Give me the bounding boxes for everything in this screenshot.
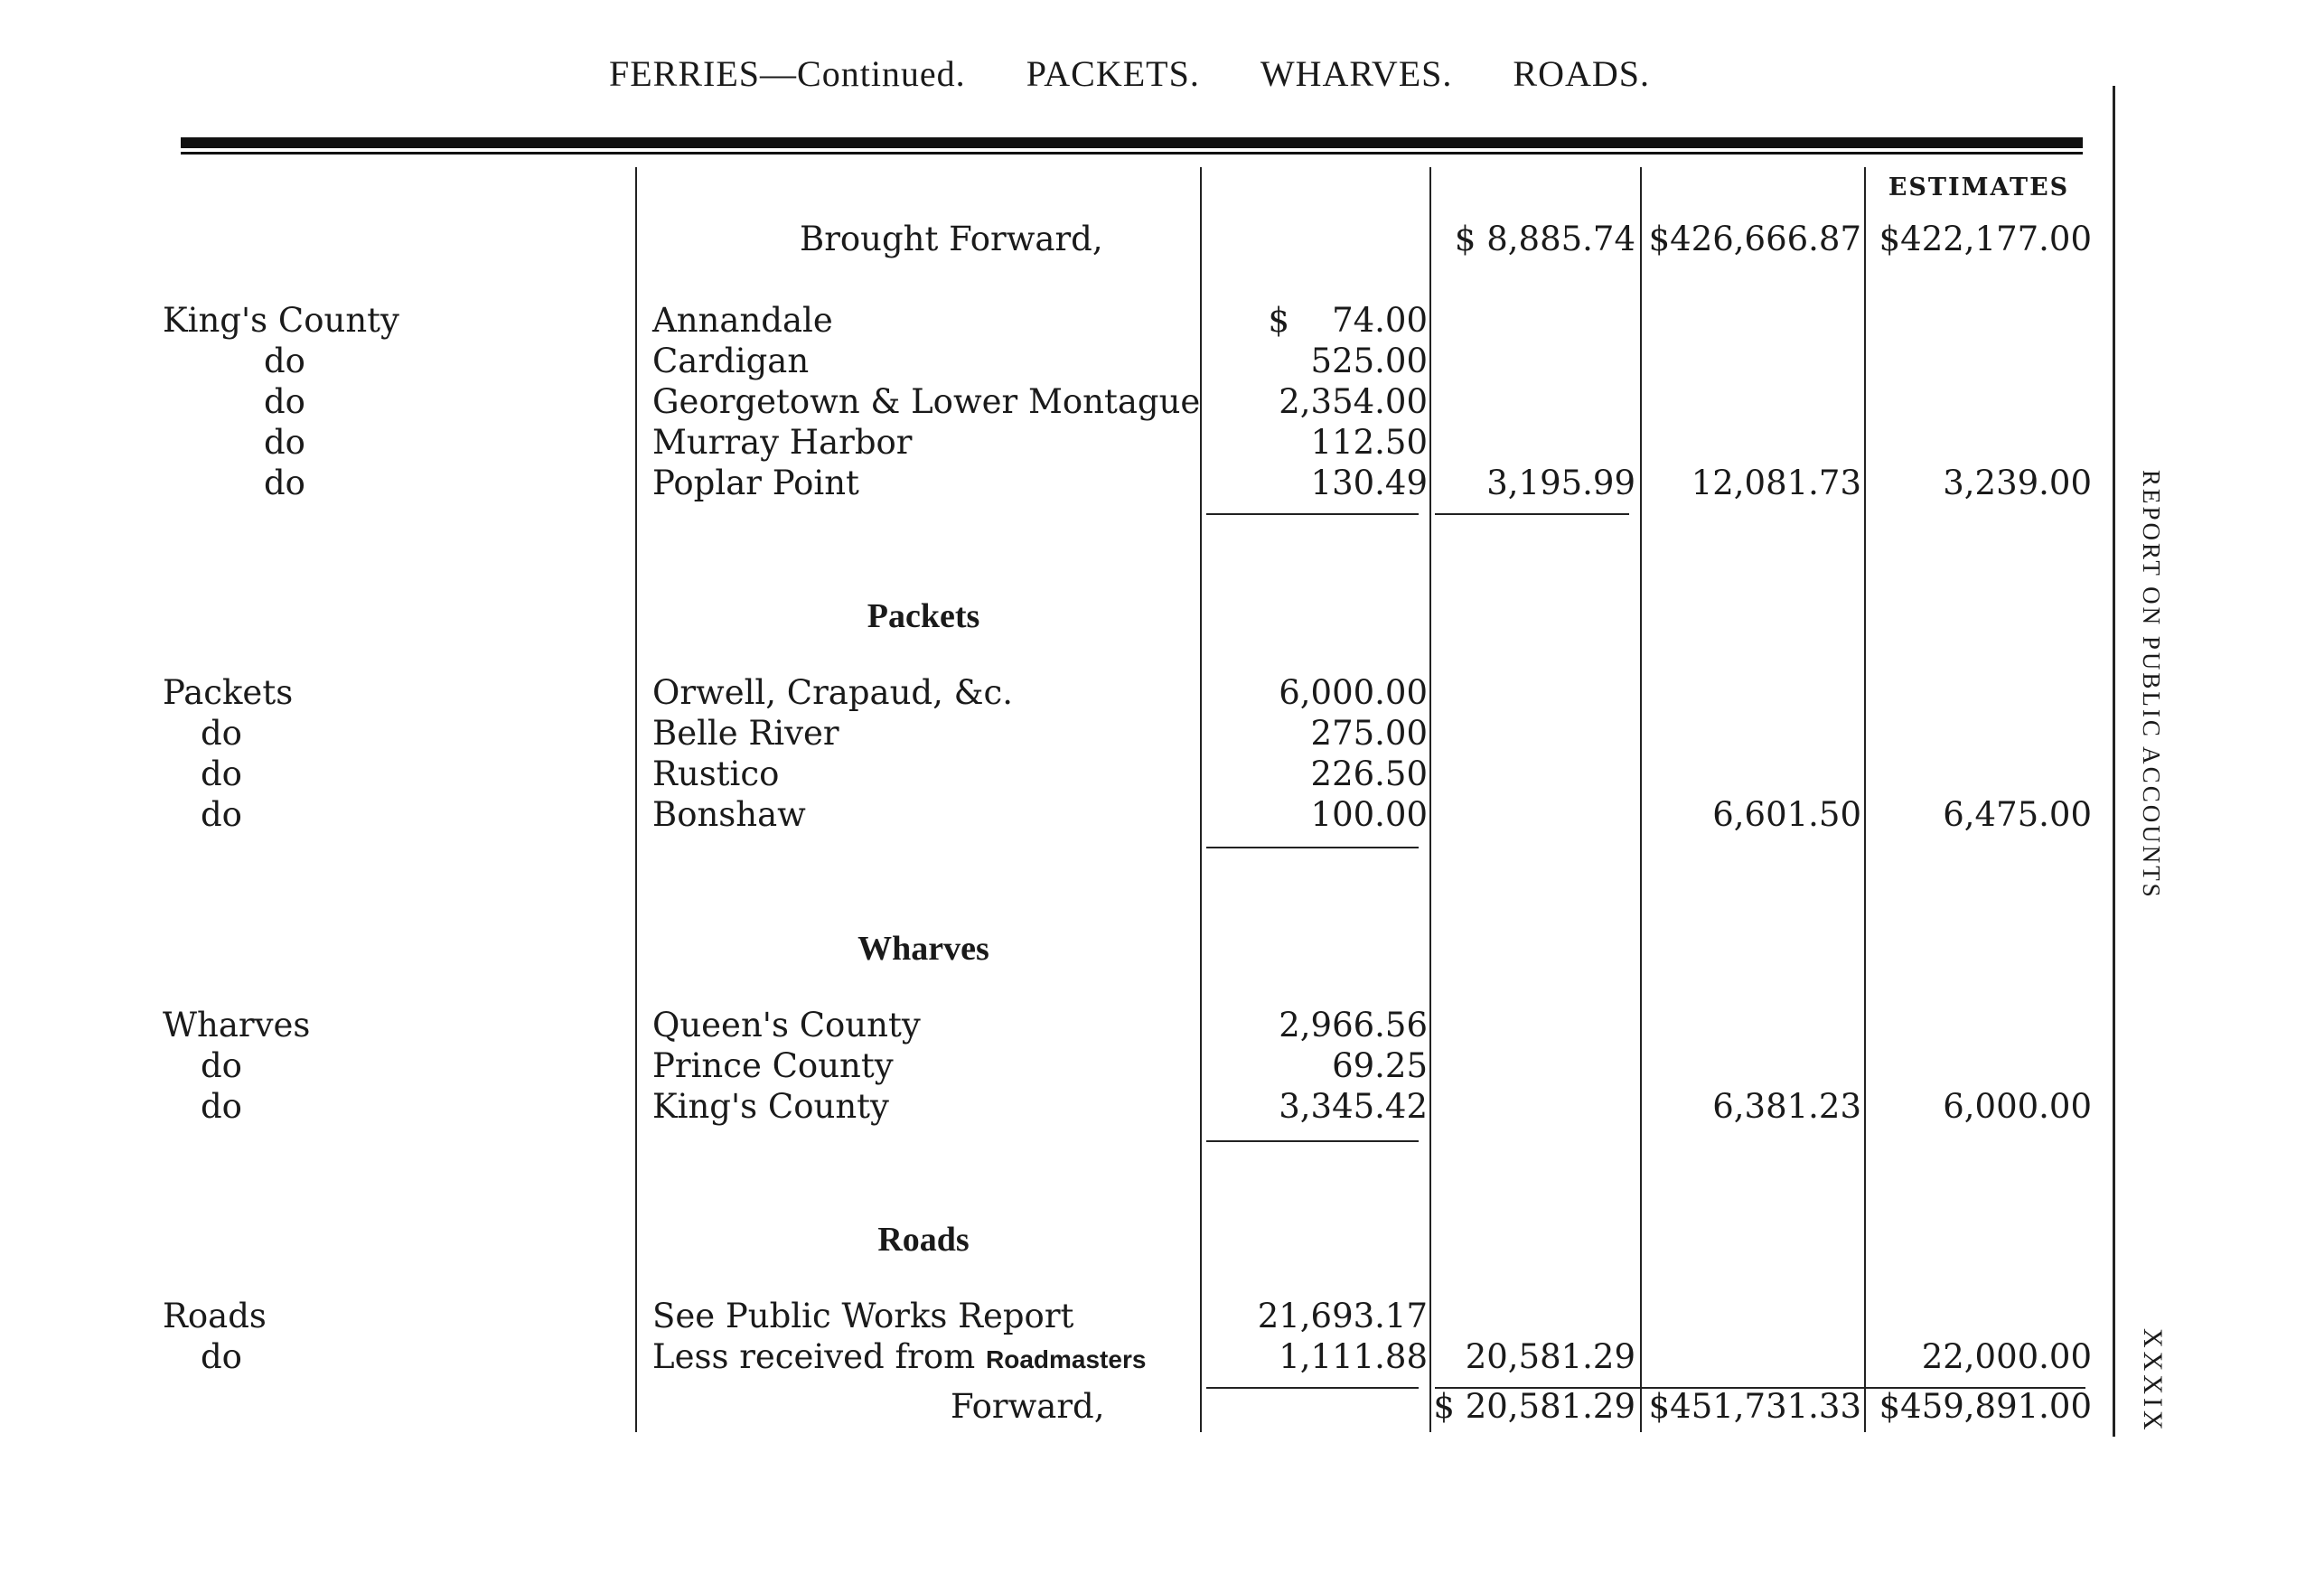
- ferry-subtotal-rule: [1206, 513, 1419, 515]
- packet-row-2-left: do: [201, 714, 242, 753]
- roads-heading: Roads: [877, 1221, 970, 1259]
- ferry-total-c3: 12,081.73: [1691, 464, 1861, 502]
- header-roads: ROADS.: [1513, 53, 1650, 94]
- wharf-row-1-left: Wharves: [163, 1006, 311, 1045]
- packet-row-3-item: Rustico: [652, 754, 780, 793]
- page-number: XXXIX: [2138, 1328, 2168, 1434]
- ferry-row-2-left: do: [264, 342, 305, 380]
- wharf-subtotal-rule: [1206, 1140, 1419, 1142]
- wharf-row-2-item: Prince County: [652, 1046, 894, 1085]
- packet-row-4-left: do: [201, 795, 242, 834]
- forward-c4: $459,891.00: [1879, 1387, 2092, 1426]
- wharf-row-3-left: do: [201, 1087, 242, 1126]
- brought-forward-label: Brought Forward,: [800, 220, 1103, 258]
- road-row-1-amount: 21,693.17: [1257, 1297, 1428, 1335]
- road-row-1-left: Roads: [163, 1297, 267, 1335]
- ferry-row-1-left: King's County: [163, 301, 399, 340]
- packets-heading: Packets: [867, 597, 980, 635]
- column-divider-1: [635, 167, 637, 1432]
- ferry-total-c4: 3,239.00: [1943, 464, 2092, 502]
- packet-row-1-amount: 6,000.00: [1279, 673, 1428, 712]
- road-total-c2: 20,581.29: [1465, 1337, 1635, 1376]
- wharf-row-3-item: King's County: [652, 1087, 889, 1126]
- forward-label: Forward,: [951, 1387, 1105, 1426]
- wharf-total-c4: 6,000.00: [1943, 1087, 2092, 1126]
- road-row-1-item: See Public Works Report: [652, 1297, 1074, 1335]
- packet-row-3-left: do: [201, 754, 242, 793]
- road-row-2-item: [652, 1337, 1146, 1380]
- header-ferries: FERRIES—Continued.: [608, 53, 966, 94]
- ferry-row-5-item: Poplar Point: [652, 464, 859, 502]
- packet-total-c4: 6,475.00: [1943, 795, 2092, 834]
- ferry-total-c2: 3,195.99: [1486, 464, 1635, 502]
- road-row-2-amount: 1,111.88: [1279, 1337, 1428, 1376]
- packet-row-2-amount: 275.00: [1310, 714, 1428, 753]
- wharf-row-3-amount: 3,345.42: [1279, 1087, 1428, 1126]
- packet-row-1-item: Orwell, Crapaud, &c.: [652, 673, 1014, 712]
- packet-subtotal-rule: [1206, 847, 1419, 848]
- header-packets: PACKETS.: [1026, 53, 1200, 94]
- ferry-row-1-item: Annandale: [652, 301, 833, 340]
- ferry-row-5-amount: 130.49: [1310, 464, 1428, 502]
- packet-row-4-item: Bonshaw: [652, 795, 806, 834]
- packet-row-4-amount: 100.00: [1310, 795, 1428, 834]
- ferry-row-4-left: do: [264, 423, 305, 462]
- wharf-row-1-item: Queen's County: [652, 1006, 921, 1045]
- road-row-2-item-small: Roadmasters: [986, 1345, 1147, 1373]
- column-divider-3: [1429, 167, 1431, 1432]
- road-row-2-left: do: [201, 1337, 242, 1376]
- wharf-row-2-left: do: [201, 1046, 242, 1085]
- forward-c2: $ 20,581.29: [1433, 1387, 1635, 1426]
- ferry-row-4-item: Murray Harbor: [652, 423, 913, 462]
- side-title: REPORT ON PUBLIC ACCOUNTS: [2138, 470, 2165, 900]
- header-rule-thick: [181, 137, 2083, 148]
- brought-forward-c4: $422,177.00: [1879, 220, 2092, 258]
- forward-c3: $451,731.33: [1648, 1387, 1861, 1426]
- ferry-row-4-amount: 112.50: [1310, 423, 1428, 462]
- ferry-row-3-item: Georgetown & Lower Montague: [652, 382, 1201, 421]
- wharf-total-c3: 6,381.23: [1712, 1087, 1861, 1126]
- ferry-row-5-left: do: [264, 464, 305, 502]
- header-wharves: WHARVES.: [1260, 53, 1453, 94]
- header-rule-thin: [181, 152, 2083, 155]
- ferry-total-rule: [1435, 513, 1629, 515]
- packet-row-1-left: Packets: [163, 673, 294, 712]
- packet-row-3-amount: 226.50: [1310, 754, 1428, 793]
- road-total-c4: 22,000.00: [1921, 1337, 2092, 1376]
- estimates-label: ESTIMATES: [1888, 173, 2070, 201]
- right-border-line: [2113, 86, 2115, 1437]
- packet-total-c3: 6,601.50: [1712, 795, 1861, 834]
- packet-row-2-item: Belle River: [652, 714, 839, 753]
- wharf-row-2-amount: 69.25: [1332, 1046, 1428, 1085]
- road-subtotal-rule: [1206, 1387, 1419, 1389]
- brought-forward-c2: $ 8,885.74: [1454, 220, 1635, 258]
- ferry-row-1-amount: $ 74.00: [1268, 301, 1428, 340]
- ferry-row-3-amount: 2,354.00: [1279, 382, 1428, 421]
- ferry-row-3-left: do: [264, 382, 305, 421]
- brought-forward-c3: $426,666.87: [1648, 220, 1861, 258]
- ferry-row-2-item: Cardigan: [652, 342, 810, 380]
- road-row-2-item-text: Less received from: [652, 1337, 976, 1376]
- wharves-heading: Wharves: [857, 930, 989, 968]
- ferry-row-2-amount: 525.00: [1310, 342, 1428, 380]
- page-header: [0, 52, 2259, 95]
- wharf-row-1-amount: 2,966.56: [1279, 1006, 1428, 1045]
